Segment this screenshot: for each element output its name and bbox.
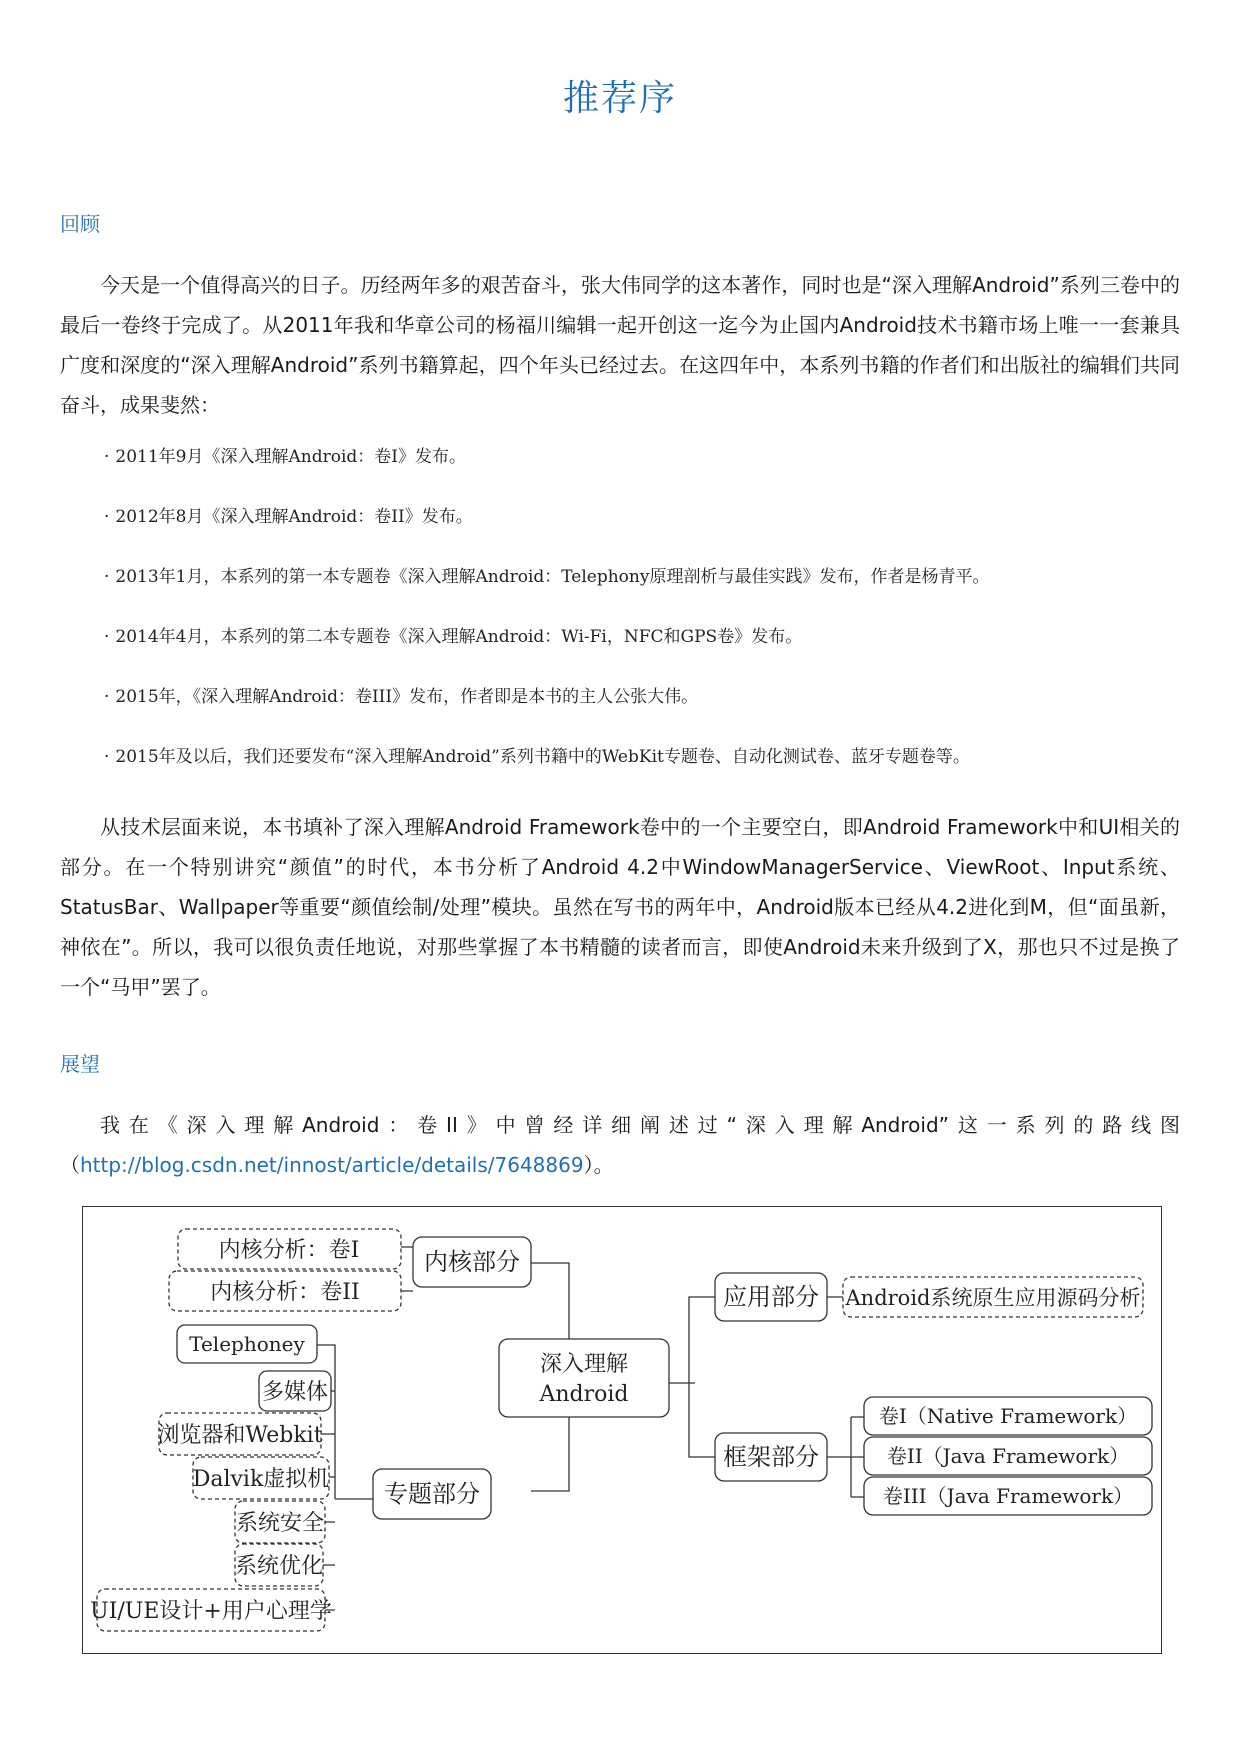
framework-label: 框架部分: [723, 1443, 819, 1471]
topic-uiue-label: UI/UE设计+用户心理学: [90, 1599, 332, 1624]
list-item: · 2015年及以后，我们还要发布“深入理解Android”系列书籍中的WebKit专题卷、自动化测试卷、蓝牙专题卷等。: [104, 747, 970, 767]
outlook-paragraph: 我在《深入理解Android：卷II》中曾经详细阐述过“深入理解Android”这一系列的路线图（http://blog.csdn.net/innost/article/details/7648869）。: [60, 1113, 1180, 1177]
topic-dalvik-label: Dalvik虚拟机: [192, 1467, 330, 1492]
list-item: · 2014年4月，本系列的第二本专题卷《深入理解Android：Wi-Fi，NFC和GPS卷》发布。: [104, 627, 803, 647]
list-item: · 2012年8月《深入理解Android：卷II》发布。: [104, 507, 473, 527]
roadmap-diagram: [83, 1207, 1163, 1655]
page-title: 推荐序: [562, 78, 677, 119]
tech-paragraph: 从技术层面来说，本书填补了深入理解Android Framework卷中的一个主要空白，即Android Framework中和UI相关的部分。在一个特别讲究“颜值”的时代，本书分析了Android 4.2中WindowManagerService、ViewRoot、Input系统、StatusBar、Wallpaper等重要“颜值绘制/处理”模块。虽然在写书的两年中，Android版本已经从4.2进化到M，但“面虽新，神依在”。所以，我可以很负责任地说，对那些掌握了本书精髓的读者而言，即使Android未来升级到了X，那也只不过是换了一个“马甲”罢了。: [60, 815, 1180, 999]
app-label: 应用部分: [723, 1283, 819, 1311]
center-label-line2: Android: [539, 1382, 629, 1407]
kernel-vol2-label: 内核分析：卷II: [210, 1280, 360, 1305]
topic-label: 专题部分: [384, 1480, 480, 1508]
kernel-vol1-label: 内核分析：卷I: [218, 1238, 360, 1263]
app-source-label: Android系统原生应用源码分析: [845, 1286, 1141, 1310]
intro-paragraph: 今天是一个值得高兴的日子。历经两年多的艰苦奋斗，张大伟同学的这本著作，同时也是“深入理解Android”系列三卷中的最后一卷终于完成了。从2011年我和华章公司的杨福川编辑一起开创这一迄今为止国内Android技术书籍市场上唯一一套兼具广度和深度的“深入理解Android”系列书籍算起，四个年头已经过去。在这四年中，本系列书籍的作者们和出版社的编辑们共同奋斗，成果斐然：: [60, 273, 1180, 417]
topic-optimization-label: 系统优化: [234, 1554, 324, 1579]
topic-media-label: 多媒体: [261, 1380, 329, 1405]
section-heading-outlook: 展望: [60, 1052, 100, 1076]
framework-vol2-label: 卷II（Java Framework）: [886, 1444, 1130, 1468]
section-heading-review: 回顾: [60, 212, 100, 236]
topic-security-label: 系统安全: [235, 1511, 325, 1536]
center-label-line1: 深入理解: [539, 1352, 629, 1377]
list-item: · 2011年9月《深入理解Android：卷I》发布。: [104, 447, 466, 467]
topic-browser-label: 浏览器和Webkit: [157, 1423, 323, 1448]
framework-vol3-label: 卷III（Java Framework）: [882, 1484, 1134, 1508]
topic-telephoney-label: Telephoney: [189, 1332, 305, 1356]
list-item: · 2015年，《深入理解Android：卷III》发布，作者即是本书的主人公张大伟。: [104, 687, 699, 707]
list-item: · 2013年1月，本系列的第一本专题卷《深入理解Android：Telephony原理剖析与最佳实践》发布，作者是杨青平。: [104, 567, 990, 587]
kernel-label: 内核部分: [424, 1248, 520, 1276]
framework-vol1-label: 卷I（Native Framework）: [878, 1404, 1138, 1428]
roadmap-figure: [82, 1206, 1162, 1654]
roadmap-link[interactable]: http://blog.csdn.net/innost/article/details/7648869: [80, 1153, 584, 1177]
release-list: [104, 443, 1184, 803]
